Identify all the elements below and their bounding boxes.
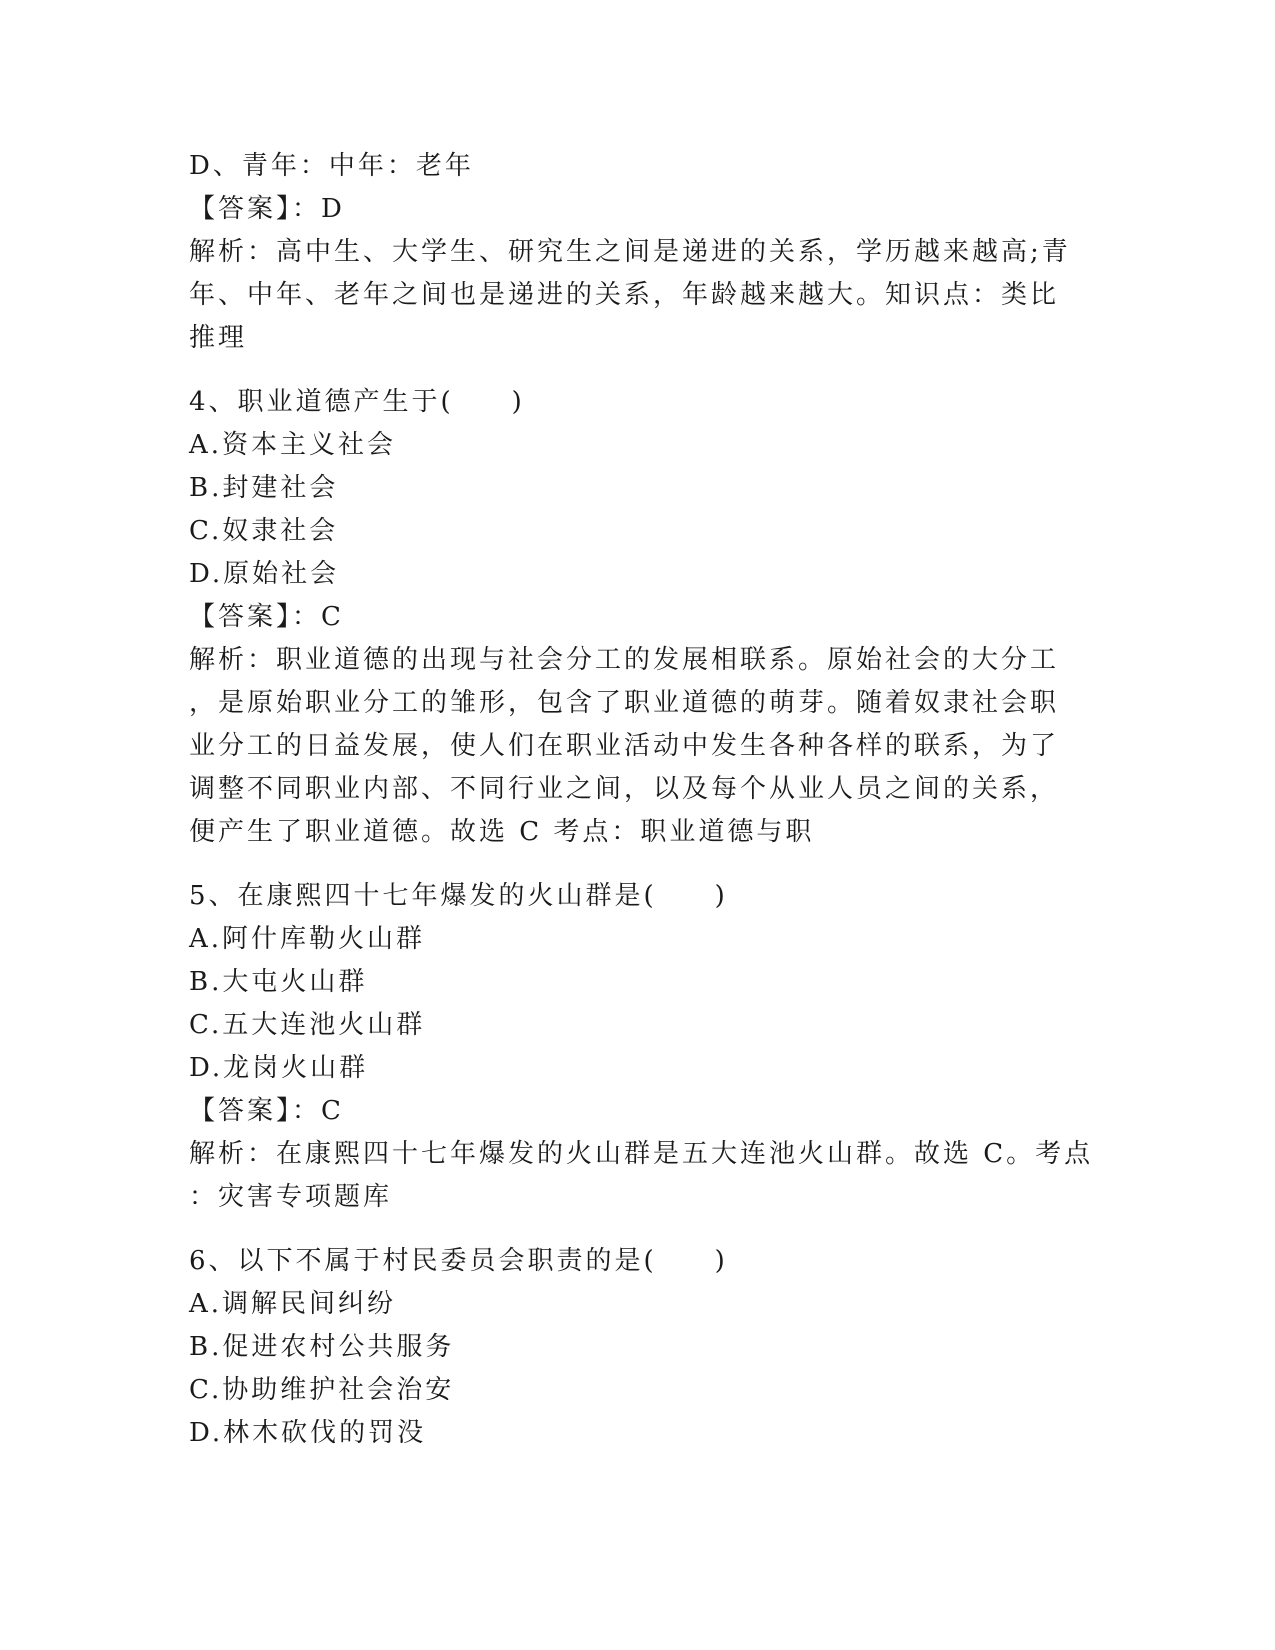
q3-analysis-line: 解析：高中生、大学生、研究生之间是递进的关系，学历越来越高;青	[189, 237, 1071, 267]
q4-analysis-line: 业分工的日益发展，使人们在职业活动中发生各种各样的联系，为了	[189, 731, 1060, 761]
q3-option-d: D、青年：中年：老年	[189, 151, 474, 181]
q5-option-d: D.龙岗火山群	[189, 1053, 369, 1083]
q4-option-d: D.原始社会	[189, 559, 340, 589]
q6-option-a: A.调解民间纠纷	[189, 1289, 397, 1319]
q5-stem: 5、在康熙四十七年爆发的火山群是( )	[189, 881, 728, 911]
document-page	[189, 145, 1094, 1455]
q4-option-a: A.资本主义社会	[189, 430, 397, 460]
q4-analysis-line: ，是原始职业分工的雏形，包含了职业道德的萌芽。随着奴隶社会职	[189, 688, 1060, 718]
q6-stem: 6、以下不属于村民委员会职责的是( )	[189, 1246, 728, 1276]
q3-analysis-line: 推理	[189, 323, 248, 353]
q5-option-b: B.大屯火山群	[189, 967, 368, 997]
q6-option-d: D.林木砍伐的罚没	[189, 1418, 427, 1448]
q5-option-c: C.五大连池火山群	[189, 1010, 426, 1040]
q6-option-b: B.促进农村公共服务	[189, 1332, 455, 1362]
q4-option-c: C.奴隶社会	[189, 516, 339, 546]
q6-option-c: C.协助维护社会治安	[189, 1375, 455, 1405]
q5-option-a: A.阿什库勒火山群	[189, 924, 426, 954]
q3-analysis-line: 年、中年、老年之间也是递进的关系，年龄越来越大。知识点：类比	[189, 280, 1060, 310]
q4-analysis-line: 解析：职业道德的出现与社会分工的发展相联系。原始社会的大分工	[189, 645, 1060, 675]
q5-answer: 【答案】：C	[189, 1096, 344, 1126]
q4-analysis-line: 便产生了职业道德。故选 C 考点：职业道德与职	[189, 817, 815, 847]
q4-analysis-line: 调整不同职业内部、不同行业之间，以及每个从业人员之间的关系，	[189, 774, 1060, 804]
q4-answer: 【答案】：C	[189, 602, 344, 632]
q3-answer: 【答案】：D	[189, 194, 345, 224]
q5-analysis-line: ：灾害专项题库	[189, 1182, 393, 1212]
q5-analysis-line: 解析：在康熙四十七年爆发的火山群是五大连池火山群。故选 C。考点	[189, 1139, 1094, 1169]
q4-stem: 4、职业道德产生于( )	[189, 387, 525, 417]
q4-option-b: B.封建社会	[189, 473, 339, 503]
